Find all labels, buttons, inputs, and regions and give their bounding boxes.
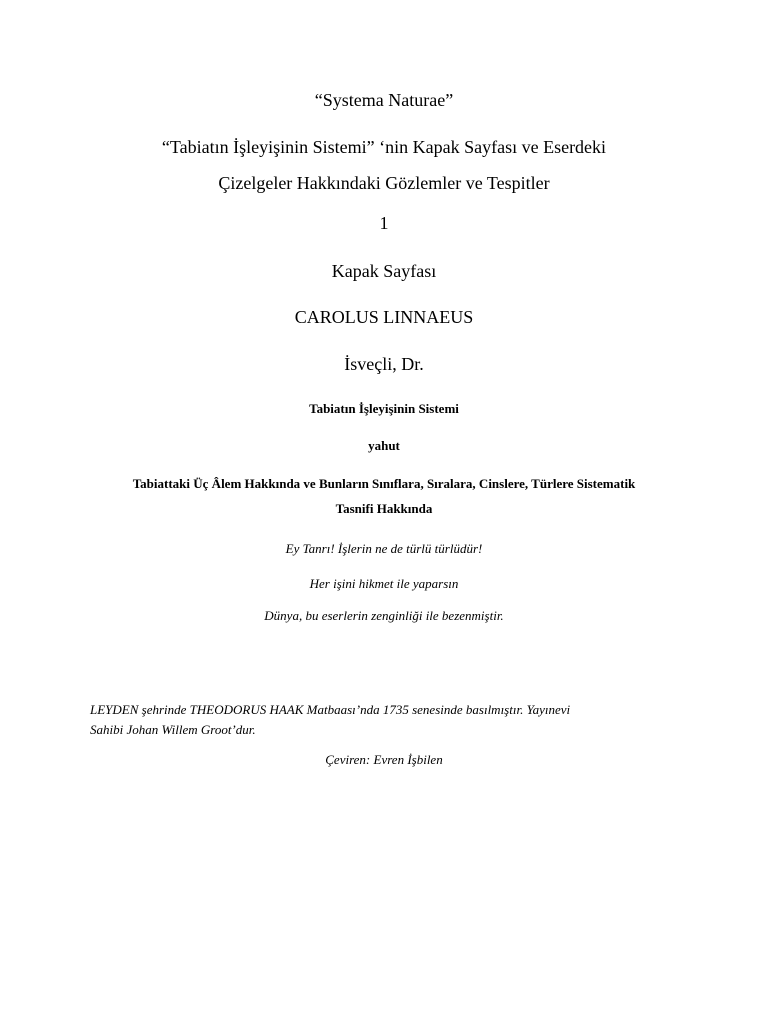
work-subtitle-line-2: Tasnifi Hakkında (335, 501, 433, 516)
document-subtitle-line-2: Çizelgeler Hakkındaki Gözlemler ve Tespitler (218, 173, 550, 193)
verse-line-3: Dünya, bu eserlerin zenginliği ile bezenmiştir. (264, 608, 504, 623)
translator-credit: Çeviren: Evren İşbilen (325, 752, 443, 767)
author-origin: İsveçli, Dr. (344, 354, 424, 374)
verse-line-1: Ey Tanrı! İşlerin ne de türlü türlüdür! (285, 541, 483, 556)
section-number: 1 (379, 213, 389, 233)
document-subtitle-line-1: “Tabiatın İşleyişinin Sistemi” ‘nin Kapak Sayfası ve Eserdeki (161, 137, 607, 157)
work-subtitle-line-1: Tabiattaki Üç Âlem Hakkında ve Bunların Sınıflara, Sıralara, Cinslere, Türlere Sistematik (132, 476, 636, 491)
verse-line-2: Her işini hikmet ile yaparsın (309, 576, 459, 591)
work-conjunction: yahut (368, 438, 400, 453)
imprint-line-2: Sahibi Johan Willem Groot’dur. (90, 722, 256, 737)
author-name: CAROLUS LINNAEUS (294, 307, 474, 327)
work-title: Tabiatın İşleyişinin Sistemi (309, 401, 459, 416)
section-title: Kapak Sayfası (331, 261, 437, 281)
document-title: “Systema Naturae” (314, 90, 454, 110)
imprint-line-1: LEYDEN şehrinde THEODORUS HAAK Matbaası’nda 1735 senesinde basılmıştır. Yayınevi (90, 702, 571, 717)
imprint-paragraph (90, 700, 690, 740)
